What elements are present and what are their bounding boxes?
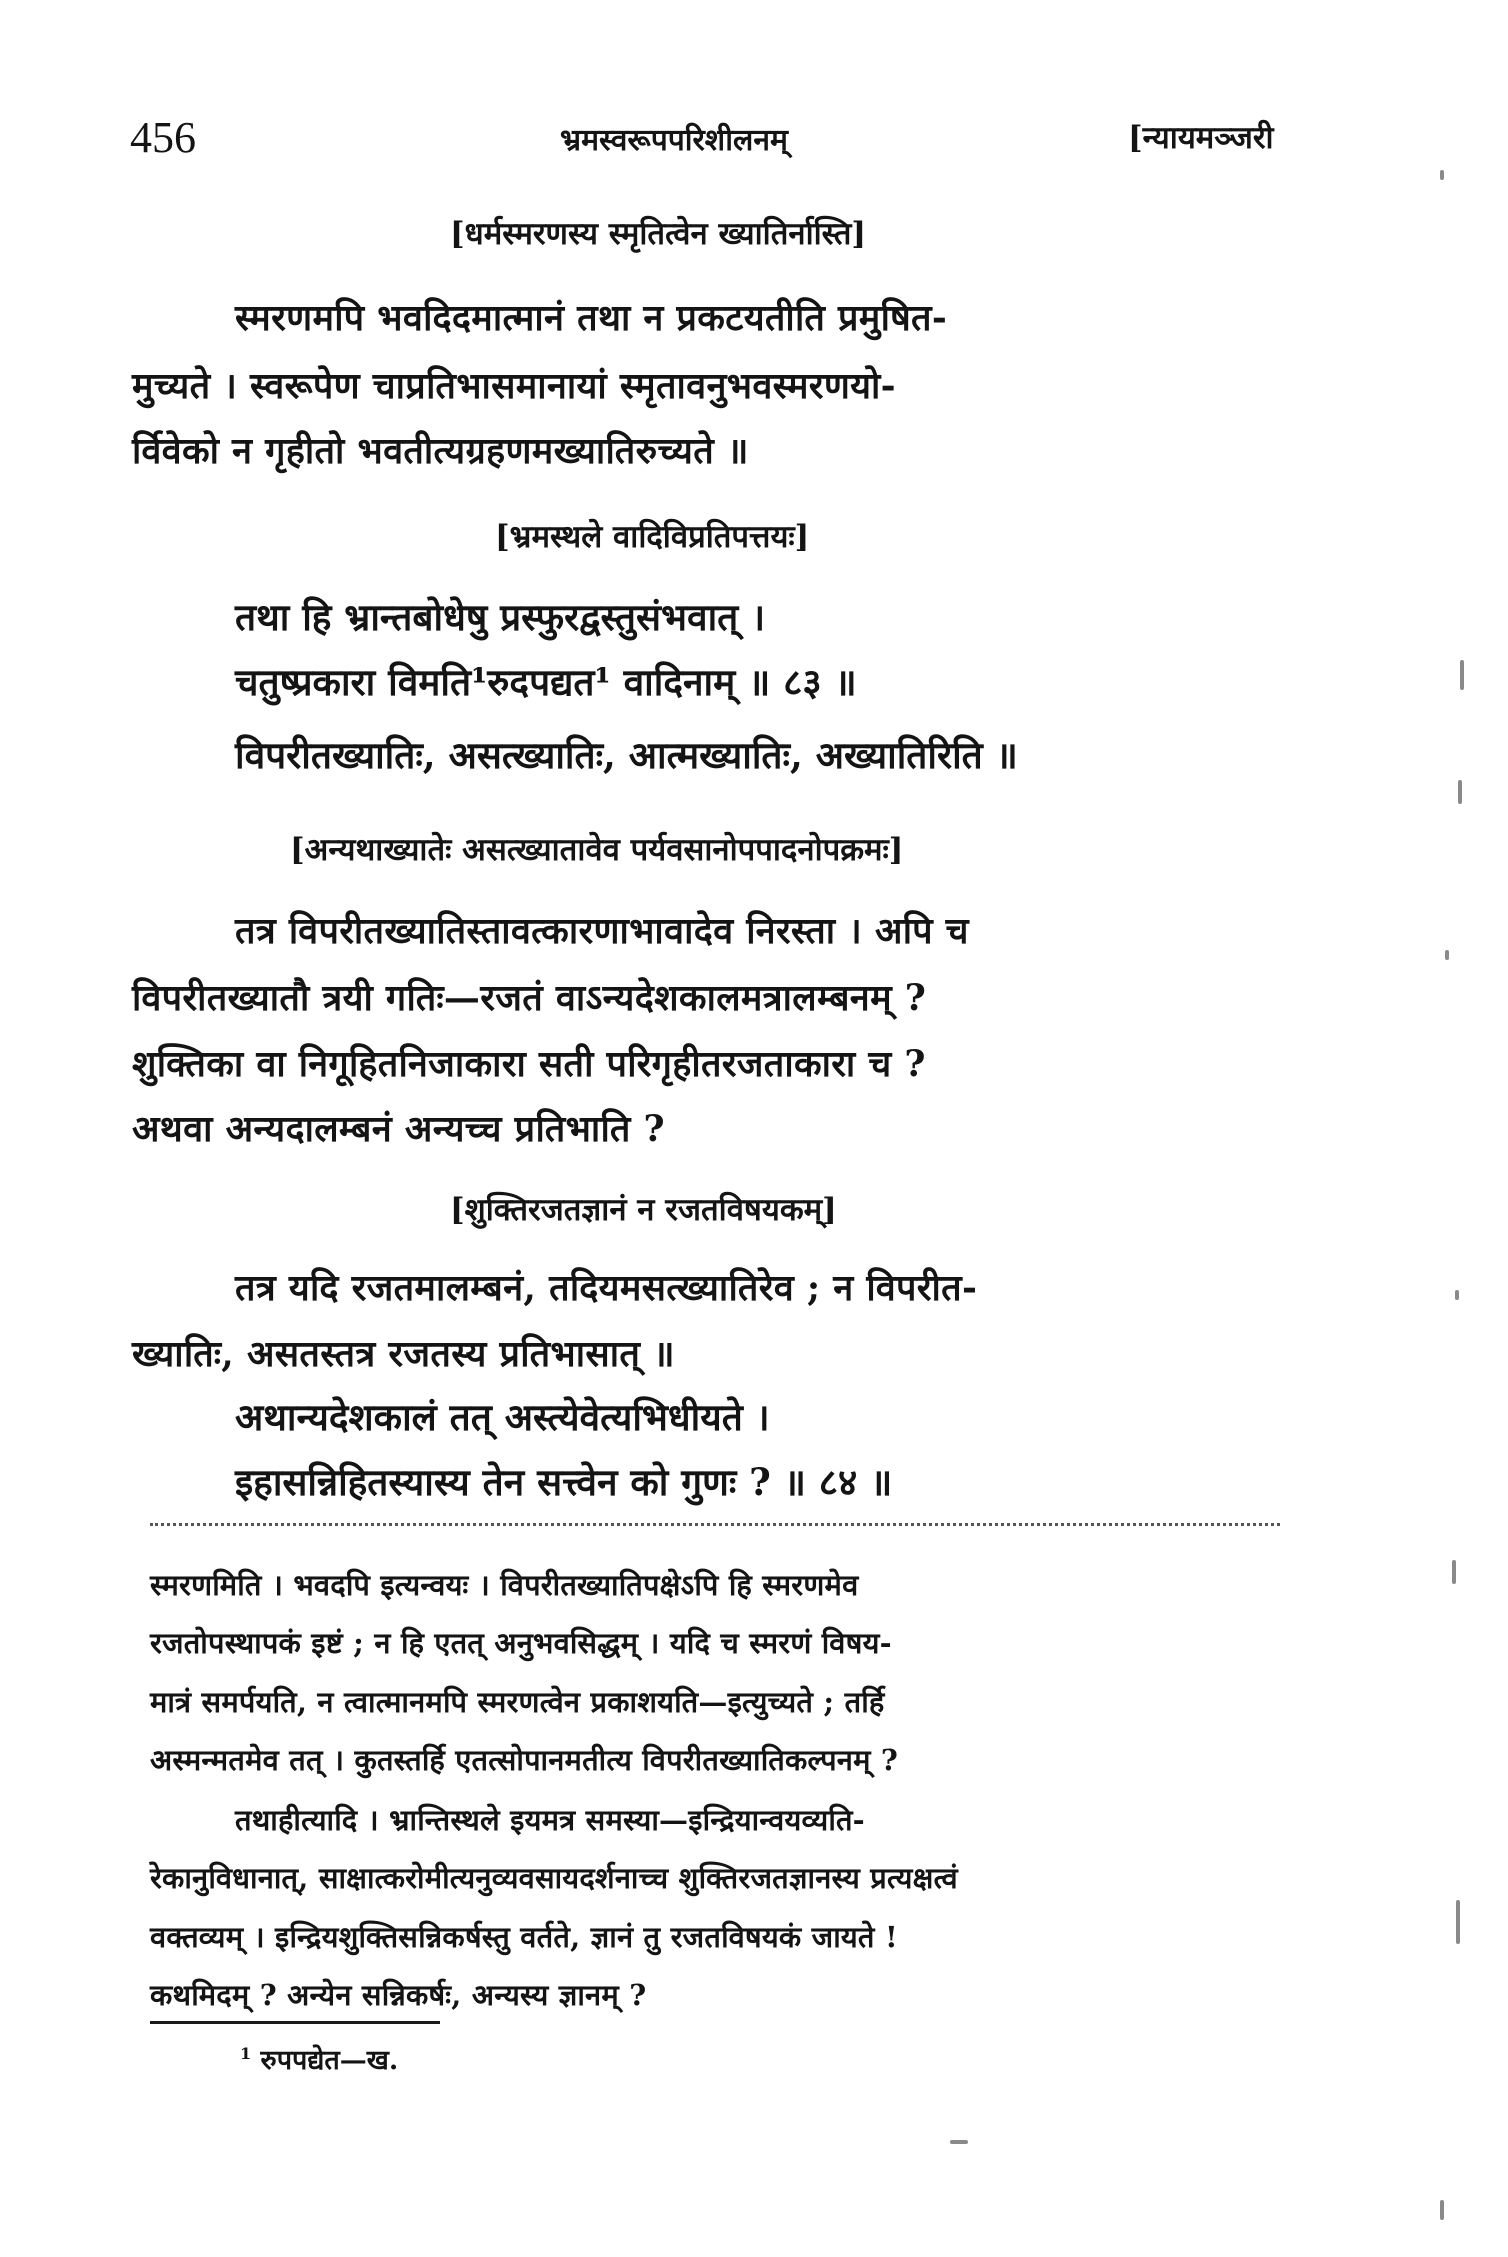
footnote-marker: 1 bbox=[240, 2044, 252, 2063]
scan-speck bbox=[1456, 1900, 1460, 1944]
commentary-line: कथमिदम् ? अन्येन सन्निकर्षः, अन्यस्य ज्ञानम् ? bbox=[150, 1978, 647, 2012]
scan-speck bbox=[950, 2140, 968, 2144]
text-line: तत्र विपरीतख्यातिस्तावत्कारणाभावादेव निरस्ता । अपि च bbox=[235, 910, 969, 952]
text-line: स्मरणमपि भवदिदमात्मानं तथा न प्रकटयतीति प्रमुषित- bbox=[235, 297, 948, 339]
verse-line: विपरीतख्यातिः, असत्ख्यातिः, आत्मख्यातिः, अख्यातिरिति ॥ bbox=[235, 733, 1018, 777]
verse-line: तथा हि भ्रान्तबोधेषु प्रस्फुरद्वस्तुसंभवात् । bbox=[235, 595, 766, 639]
running-title: भ्रमस्वरूपपरिशीलनम् bbox=[560, 123, 788, 158]
commentary-line: अस्मन्मतमेव तत् । कुतस्तर्हि एतत्सोपानमतीत्य विपरीतख्यातिकल्पनम् ? bbox=[150, 1743, 899, 1777]
commentary-line: स्मरणमिति । भवदपि इत्यन्वयः । विपरीतख्यातिपक्षेऽपि हि स्मरणमेव bbox=[150, 1568, 859, 1602]
footnote-text: रुपपद्येत—ख. bbox=[260, 2045, 399, 2076]
section-heading: [भ्रमस्थले वादिविप्रतिपत्तयः] bbox=[495, 519, 810, 555]
text-line: विपरीतख्यातौ त्रयी गतिः—रजतं वाऽन्यदेशकालमत्रालम्बनम् ? bbox=[132, 977, 927, 1019]
commentary-line: तथाहीत्यादि । भ्रान्तिस्थले इयमत्र समस्या—इन्द्रियान्वयव्यति- bbox=[235, 1803, 865, 1837]
verse-line: इहासन्निहितस्यास्य तेन सत्त्वेन को गुणः ? ॥ ८४ ॥ bbox=[235, 1460, 893, 1504]
text-line: तत्र यदि रजतमालम्बनं, तदियमसत्ख्यातिरेव ; न विपरीत- bbox=[235, 1267, 978, 1309]
footnote-rule bbox=[150, 2021, 440, 2024]
book-title-header: [न्यायमञ्जरी bbox=[1128, 120, 1274, 156]
verse-line: अथान्यदेशकालं तत् अस्त्येवेत्यभिधीयते । bbox=[235, 1395, 770, 1439]
commentary-separator bbox=[150, 1523, 1280, 1526]
section-heading: [शुक्तिरजतज्ञानं न रजतविषयकम्] bbox=[450, 1192, 837, 1228]
section-heading: [धर्मस्मरणस्य स्मृतित्वेन ख्यातिर्नास्ति] bbox=[450, 216, 867, 252]
scan-speck bbox=[1460, 660, 1464, 690]
scan-speck bbox=[1440, 2200, 1444, 2220]
page-number: 456 bbox=[130, 113, 196, 162]
commentary-line: रेकानुविधानात्, साक्षात्करोमीत्यनुव्यवसायदर्शनाच्च शुक्तिरजतज्ञानस्य प्रत्यक्षत्वं bbox=[150, 1861, 958, 1895]
text-line: शुक्तिका वा निगूहितनिजाकारा सती परिगृहीतरजताकारा च ? bbox=[132, 1043, 926, 1085]
scan-speck bbox=[1445, 950, 1449, 960]
text-line: र्विवेको न गृहीतो भवतीत्यग्रहणमख्यातिरुच्यते ॥ bbox=[132, 430, 749, 472]
scan-speck bbox=[1458, 780, 1462, 804]
commentary-line: वक्तव्यम् । इन्द्रियशुक्तिसन्निकर्षस्तु वर्तते, ज्ञानं तु रजतविषयकं जायते ! bbox=[150, 1920, 898, 1954]
section-heading: [अन्यथाख्यातेः असत्ख्यातावेव पर्यवसानोपपादनोपक्रमः] bbox=[290, 832, 904, 868]
commentary-line: रजतोपस्थापकं इष्टं ; न हि एतत् अनुभवसिद्धम् । यदि च स्मरणं विषय- bbox=[150, 1626, 892, 1660]
scan-speck bbox=[1452, 1560, 1456, 1584]
scan-speck bbox=[1440, 170, 1444, 180]
text-line: अथवा अन्यदालम्बनं अन्यच्च प्रतिभाति ? bbox=[132, 1108, 665, 1150]
text-line: ख्यातिः, असतस्तत्र रजतस्य प्रतिभासात् ॥ bbox=[132, 1333, 675, 1375]
commentary-line: मात्रं समर्पयति, न त्वात्मानमपि स्मरणत्वेन प्रकाशयति—इत्युच्यते ; तर्हि bbox=[150, 1685, 885, 1719]
text-line: मुच्यते । स्वरूपेण चाप्रतिभासमानायां स्मृतावनुभवस्मरणयो- bbox=[132, 365, 896, 407]
footnote bbox=[240, 2040, 398, 2077]
verse-line: चतुष्प्रकारा विमति¹रुदपद्यत¹ वादिनाम् ॥ ८३ ॥ bbox=[235, 660, 857, 704]
scan-speck bbox=[1455, 1290, 1459, 1300]
